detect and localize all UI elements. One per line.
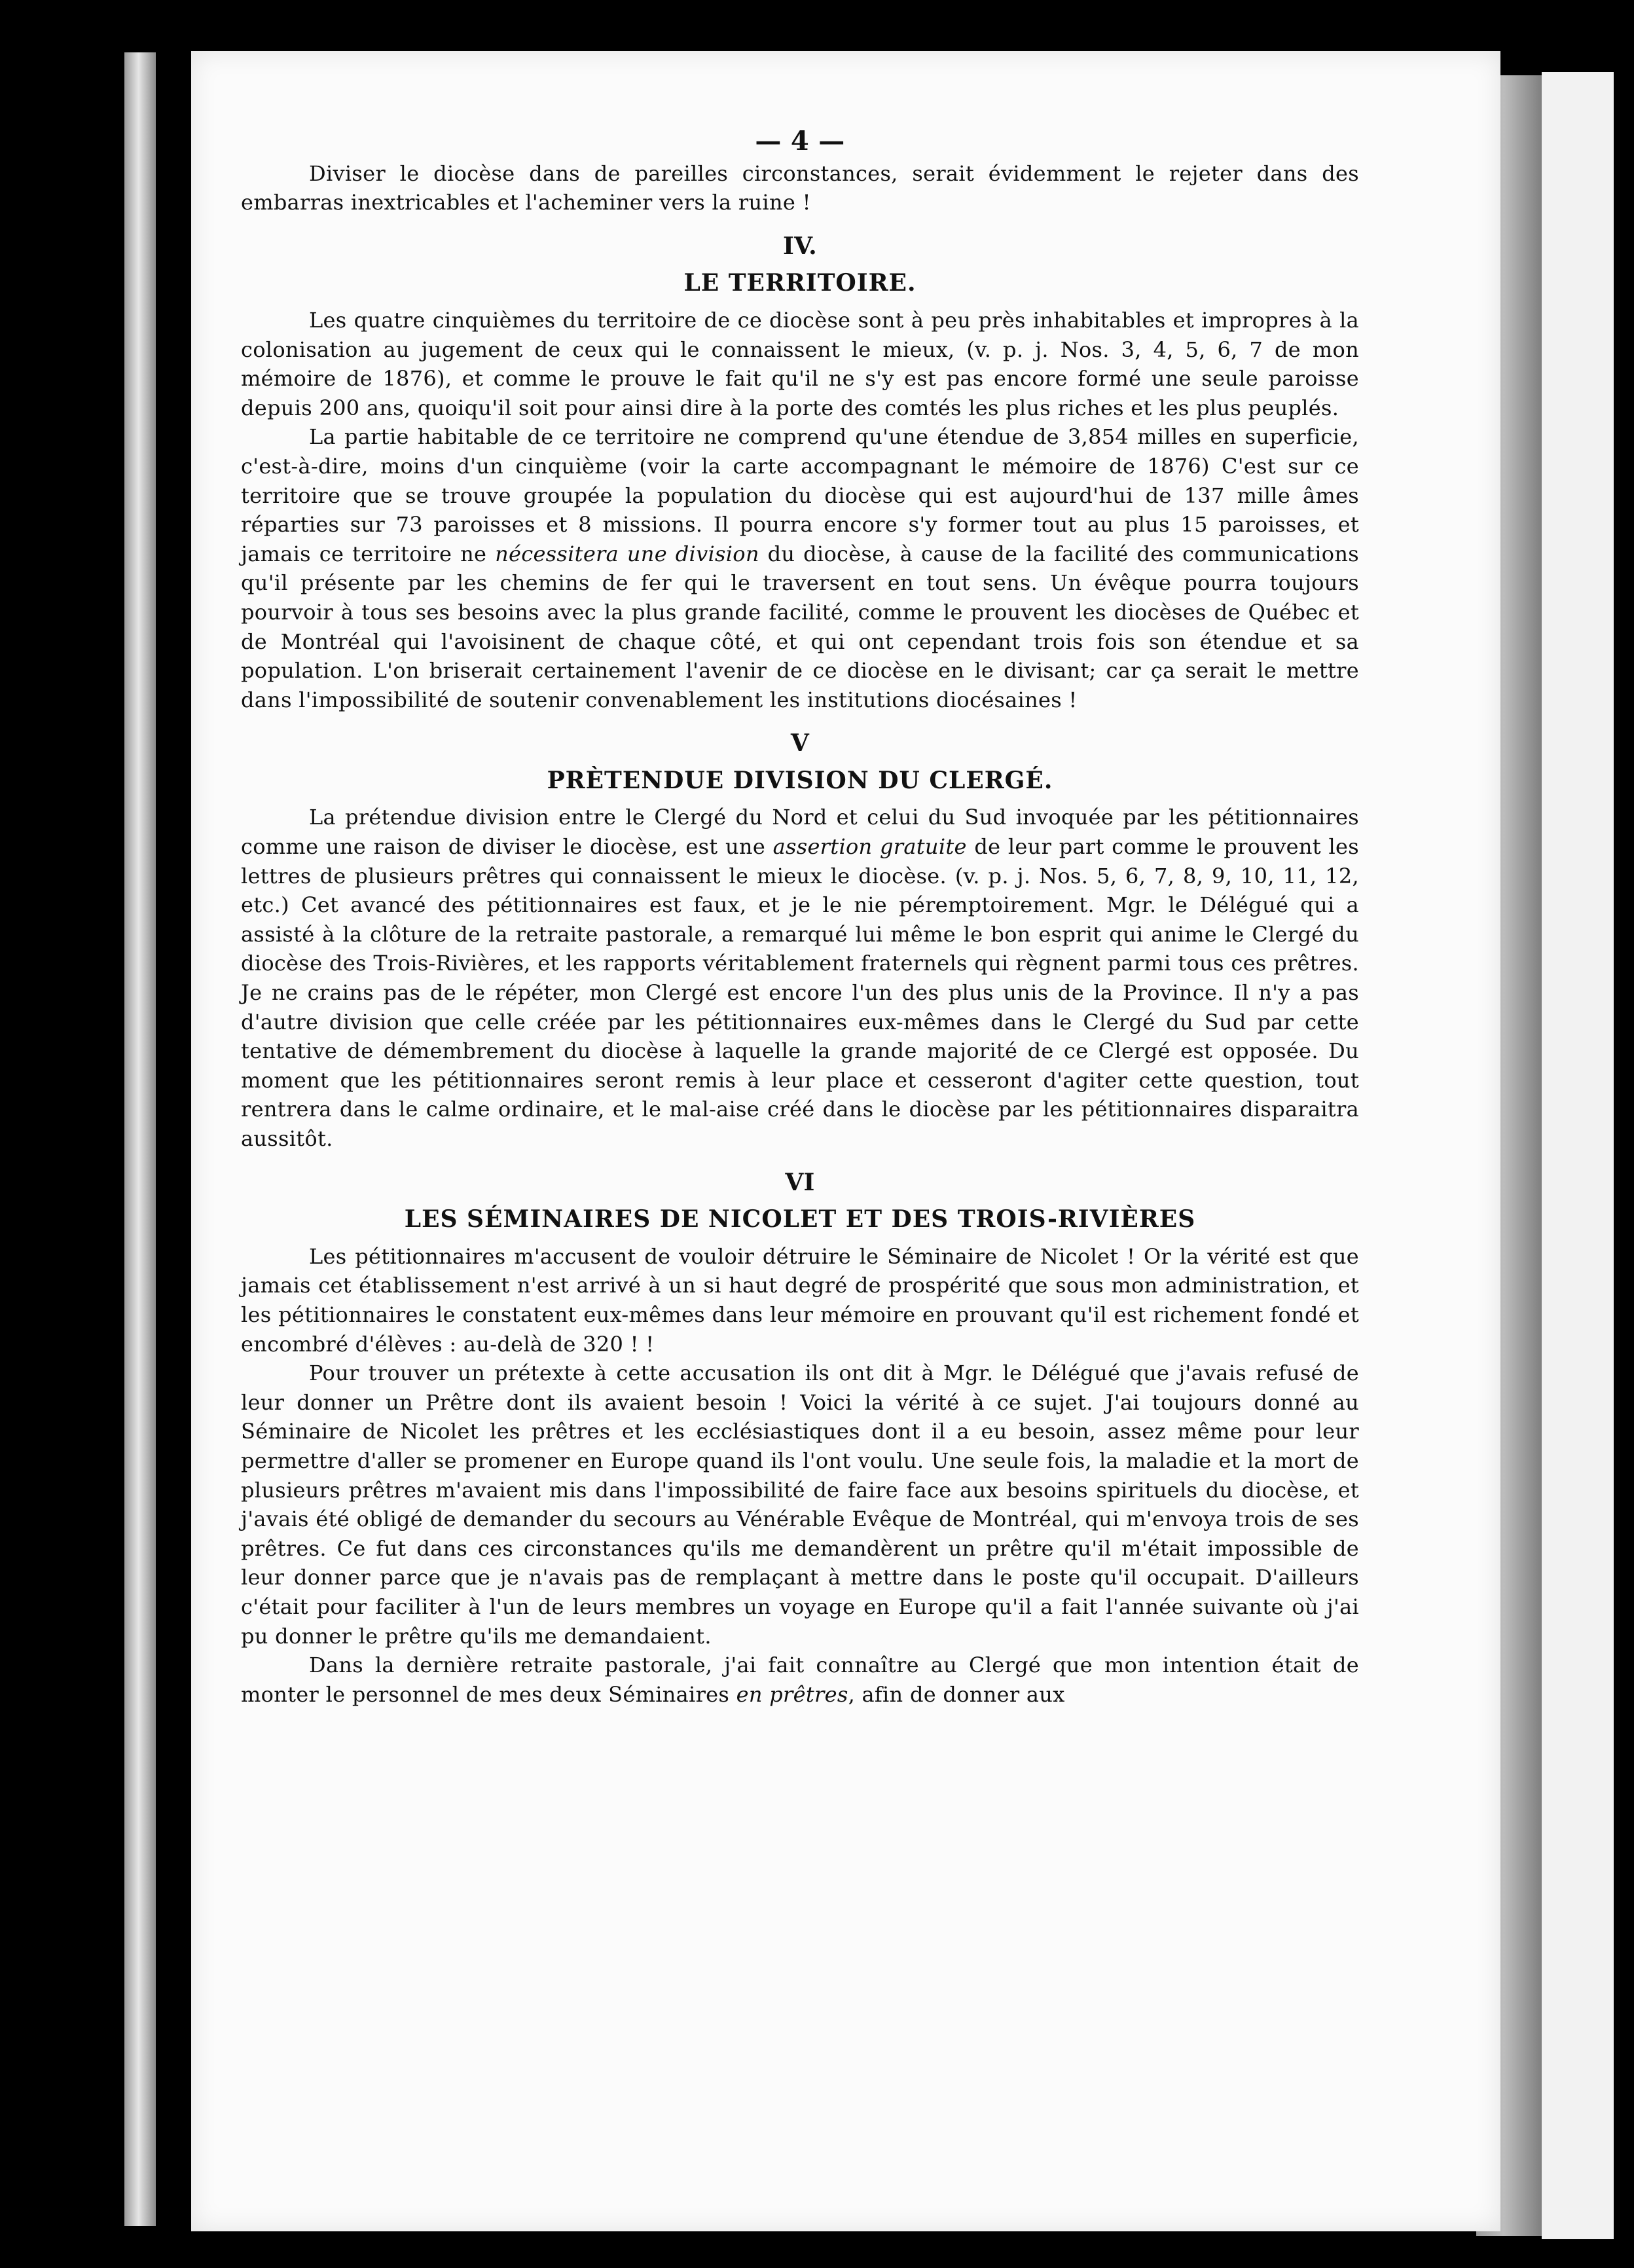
italic-phrase: nécessitera une division [495,541,759,566]
paragraph-text: Dans la dernière retraite pastorale, j'ai fait connaître au Clergé que mon intention était de monter le personnel de mes deux Séminaires [241,1653,1359,1707]
paragraph: Pour trouver un prétexte à cette accusation ils ont dit à Mgr. le Délégué que j'avais refusé de leur donner un Prêtre dont ils avaient besoin ! Voici la vérité à ce sujet. J'ai toujours donné au Séminaire de Nicolet les prêtres et les ecclésiastiques dont il a eu besoin, assez même pour leur permettre d'aller se promener en Europe quand ils l'ont voulu. Une seule fois, la maladie et la mort de plusieurs prêtres m'avaient mis dans l'impossibilité de faire face aux besoins spirituels du diocèse, et j'avais été obligé de demander du secours au Vénérable Evêque de Montréal, qui m'envoya trois de ses prêtres. Ce fut dans ces circonstances qu'ils me demandèrent un prêtre qu'il m'était impossible de leur donner parce que je n'avais pas de remplaçant à mettre dans le poste qu'il occupait. D'ailleurs c'était pour faciliter à l'un de leurs membres un voyage en Europe qu'il a fait l'année suivante où j'ai pu donner le prêtre qu'ils me demandaient. [241,1361,1359,1649]
italic-phrase: en prêtres [736,1681,848,1707]
paragraph [241,422,1359,714]
section-number: IV. [783,232,817,260]
scan-left-margin [124,52,156,2226]
paragraph-text: La partie habitable de ce territoire ne comprend qu'une étendue de 3,854 milles en superficie, c'est-à-dire, moins d'un cinquième (voir la carte accompagnant le mémoire de 1876) C'est sur ce territoire que se trouve groupée la population du diocèse qui est aujourd'hui de 137 mille âmes réparties sur 73 paroisses et 8 missions. Il pourra encore s'y former tout au plus 15 paroisses, et jamais ce territoire ne [241,424,1359,566]
paragraph [241,803,1359,1153]
page-number: — 4 — [755,126,845,156]
paragraph-text: , afin de donner aux [848,1681,1065,1707]
page-content [241,75,1359,1709]
paragraph: Les pétitionnaires m'accusent de vouloir détruire le Séminaire de Nicolet ! Or la vérité est que jamais cet établissement n'est arrivé à un si haut degré de prospérité que sous mon administration, et les pétitionnaires le constatent eux-mêmes dans leur mémoire en prouvant qu'il est richement fondé et encombré d'élèves : au-delà de 320 ! ! [241,1243,1359,1357]
paragraph-text: La prétendue division entre le Clergé du Nord et celui du Sud invoquée par les pétitionnaires comme une raison de diviser le diocèse, est une [241,805,1359,860]
paragraph: Les quatre cinquièmes du territoire de ce diocèse sont à peu près inhabitables et impropres à la colonisation au jugement de ceux qui le connaissent le mieux, (v. p. j. Nos. 3, 4, 5, 6, 7 de mon mémoire de 1876), et comme le prouve le fait qu'il ne s'y est pas encore formé une seule paroisse depuis 200 ans, quoiqu'il soit pour ainsi dire à la porte des comtés les plus riches et les plus peuplés. [241,307,1359,420]
section-title: LE TERRITOIRE. [683,269,917,297]
section-number: VI [785,1168,815,1196]
intro-paragraph: Diviser le diocèse dans de pareilles circonstances, serait évidemment le rejeter dans des embarras inextricables et l'acheminer vers la ruine ! [241,160,1359,215]
section-title: LES SÉMINAIRES DE NICOLET ET DES TROIS-RIVIÈRES [404,1205,1196,1234]
paragraph [241,1651,1359,1709]
section-title: PRÈTENDUE DIVISION DU CLERGÉ. [547,766,1053,794]
scan-next-page-edge [1542,72,1614,2239]
italic-phrase: assertion gratuite [772,834,967,860]
section-number: V [790,729,810,758]
paragraph-text: du diocèse, à cause de la facilité des communications qu'il présente par les chemins de fer qui le traversent en tout sens. Un évêque pourra toujours pourvoir à tous ses besoins avec la plus grande facilité, comme le prouvent les diocèses de Québec et de Montréal qui l'avoisinent de chaque côté, et qui ont cependant trois fois son étendue et sa population. L'on briserait certainement l'avenir de ce diocèse en le divisant; car ça serait le mettre dans l'impossibilité de soutenir convenablement les institutions diocésaines ! [241,541,1359,712]
paragraph-text: de leur part comme le prouvent les lettres de plusieurs prêtres qui connaissent le mieux le diocèse. (v. p. j. Nos. 5, 6, 7, 8, 9, 10, 11, 12, etc.) Cet avancé des pétitionnaires est faux, et je le nie péremptoirement. Mgr. le Délégué qui a assisté à la clôture de la retraite pastorale, a remarqué lui même le bon esprit qui anime le Clergé du diocèse des Trois-Rivières, et les rapports véritablement fraternels qui règnent parmi tous ces prêtres. Je ne crains pas de le répéter, mon Clergé est encore l'un des plus unis de la Province. Il n'y a pas d'autre division que celle créée par les pétitionnaires eux-mêmes dans le Clergé du Sud par cette tentative de démembrement du diocèse à laquelle la grande majorité de ce Clergé est opposée. Du moment que les pétitionnaires seront remis à leur place et cesseront d'agiter cette question, tout rentrera dans le calme ordinaire, et le mal-aise créé dans le diocèse par les pétitionnaires disparaitra aussitôt. [241,834,1359,1151]
